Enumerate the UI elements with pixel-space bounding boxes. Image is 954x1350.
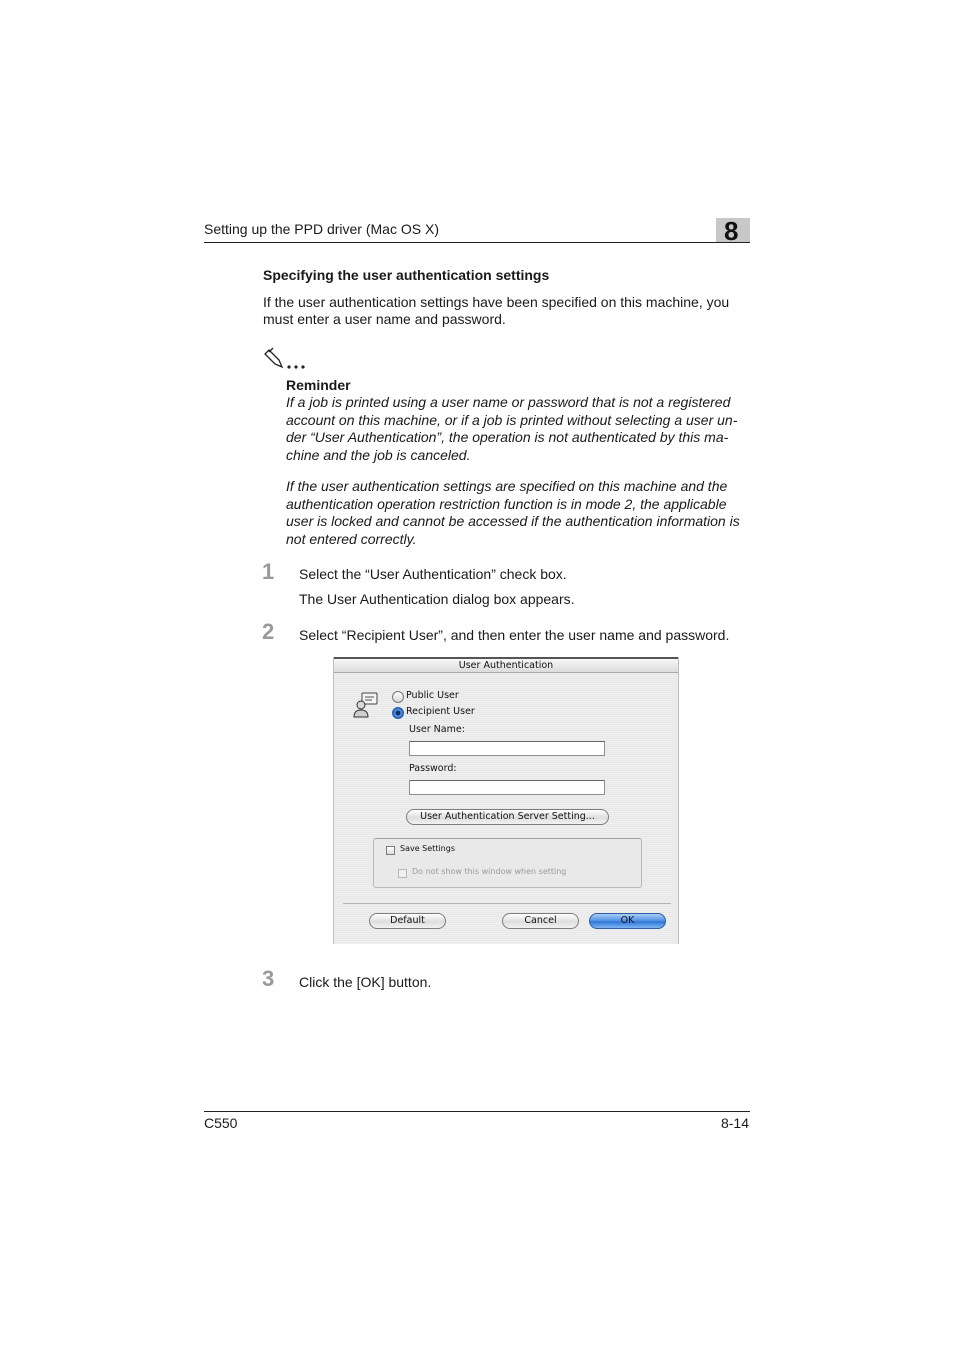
public-user-radio[interactable] (392, 691, 404, 703)
server-setting-button[interactable]: User Authentication Server Setting... (406, 809, 609, 825)
user-name-input[interactable] (409, 741, 605, 756)
ok-button[interactable]: OK (589, 913, 666, 929)
user-card-icon (352, 691, 380, 719)
cancel-button[interactable]: Cancel (502, 913, 579, 929)
save-settings-group (373, 838, 642, 888)
pencil-note-icon (264, 346, 310, 370)
default-button[interactable]: Default (369, 913, 446, 929)
header-rule (204, 242, 750, 243)
running-header-title: Setting up the PPD driver (Mac OS X) (204, 221, 439, 237)
reminder-paragraph-2: If the user authentication settings are specified on this machine and the authentication operation restriction function is in mode 2, the applicable user is locked and cannot be accessed if the authentication information is not entered correctly. (286, 478, 740, 547)
do-not-show-checkbox[interactable] (398, 869, 407, 878)
step-number: 1 (262, 559, 275, 584)
section-title: Specifying the user authentication settings (263, 267, 550, 283)
public-user-label: Public User (406, 690, 459, 701)
footer-page-number: 8-14 (720, 1115, 749, 1131)
intro-paragraph: If the user authentication settings have been specified on this machine, you must enter a user name and password. (263, 294, 730, 327)
dialog-separator (343, 903, 671, 904)
dialog-title: User Authentication (458, 660, 554, 671)
user-name-label: User Name: (409, 724, 465, 735)
footer-model: C550 (204, 1115, 238, 1131)
reminder-title: Reminder (286, 377, 351, 393)
reminder-paragraph-1: If a job is printed using a user name or password that is not a registered account on this machine, or if a job is printed without selecting a user un-der “User Authentication”, the operation is not authenticated by this ma-chine and the job is canceled. (286, 394, 738, 463)
dialog-title-bar (334, 657, 678, 673)
recipient-user-label: Recipient User (406, 706, 475, 717)
step-result: The User Authentication dialog box appears. (299, 591, 575, 607)
step-text: Select “Recipient User”, and then enter the user name and password. (299, 627, 730, 643)
step-number: 2 (262, 619, 275, 644)
password-label: Password: (409, 763, 457, 774)
step-text: Click the [OK] button. (299, 974, 432, 990)
save-settings-label: Save Settings (400, 844, 455, 853)
password-input[interactable] (409, 780, 605, 795)
do-not-show-label: Do not show this window when setting (412, 867, 567, 876)
chapter-number: 8 (724, 216, 739, 246)
footer-rule (204, 1111, 750, 1112)
save-settings-checkbox[interactable] (386, 846, 395, 855)
step-number: 3 (262, 966, 275, 991)
recipient-user-radio[interactable] (392, 707, 404, 719)
step-text: Select the “User Authentication” check box. (299, 566, 567, 582)
user-authentication-dialog (333, 657, 679, 944)
